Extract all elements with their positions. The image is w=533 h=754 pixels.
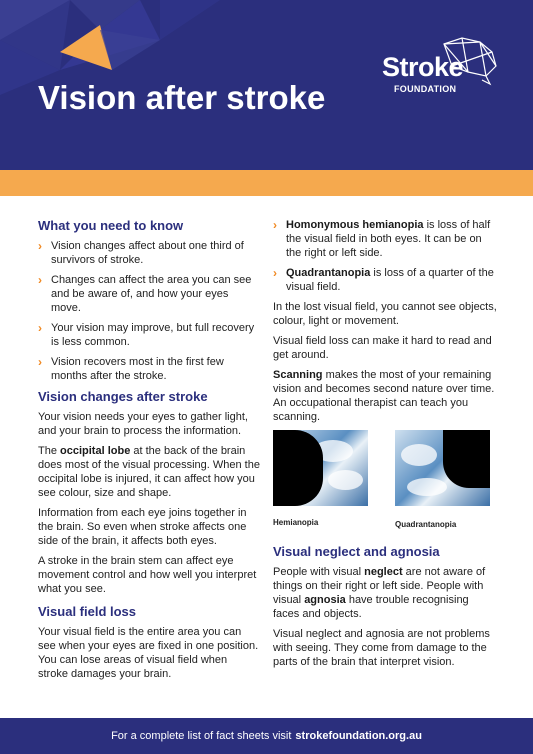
accent-band: [0, 170, 533, 196]
chevron-right-icon: ›: [38, 321, 42, 335]
list-item: › Vision recovers most in the first few months after the stroke.: [38, 355, 224, 382]
chevron-right-icon: ›: [38, 355, 42, 369]
paragraph: In the lost visual field, you cannot see objects, colour, light or movement.: [273, 301, 497, 327]
section-heading-vision-changes: Vision changes after stroke: [38, 389, 208, 404]
list-item: › Quadrantanopia is loss of a quarter of the visual field.: [273, 266, 494, 293]
logo-wordmark: Stroke: [382, 52, 464, 82]
header-banner: [0, 0, 533, 178]
footer-url-link[interactable]: strokefoundation.org.au: [295, 730, 422, 742]
need-to-know-list: [38, 239, 260, 383]
section-heading-need-to-know: What you need to know: [38, 218, 184, 233]
left-column: [38, 218, 260, 687]
paragraph: Visual field loss can make it hard to read and get around.: [273, 335, 492, 361]
section-heading-neglect-agnosia: Visual neglect and agnosia: [273, 544, 440, 559]
hemianopia-caption: Hemianopia: [273, 518, 319, 527]
right-column: [273, 218, 497, 675]
paragraph: The occipital lobe at the back of the brain does most of the visual processing. When the occipital lobe is injured, it can affect how you see colour, size and shape.: [38, 445, 260, 499]
quadrantanopia-caption: Quadrantanopia: [395, 520, 457, 529]
hemianopia-image: [273, 430, 368, 506]
paragraph: A stroke in the brain stem can affect eye movement control and how well you interpret what you see.: [38, 555, 257, 595]
paragraph: Your vision needs your eyes to gather light, and your brain to process the information.: [38, 411, 248, 437]
field-loss-images: [273, 430, 497, 530]
quadrantanopia-image: [395, 430, 490, 506]
footer-text: For a complete list of fact sheets visit: [111, 730, 292, 742]
page-title: Vision after stroke: [38, 79, 326, 116]
paragraph: Visual neglect and agnosia are not problems with seeing. They come from damage to the parts of the brain that interpret vision.: [273, 628, 490, 668]
list-item: › Changes can affect the area you can see and be aware of, and how your eyes move.: [38, 273, 252, 314]
list-item: › Vision changes affect about one third of survivors of stroke.: [38, 239, 244, 266]
chevron-right-icon: ›: [273, 218, 277, 232]
footer-bar: [0, 718, 533, 754]
chevron-right-icon: ›: [38, 273, 42, 287]
paragraph: Information from each eye joins together in the brain. So even when stroke affects one side of the brain, it affects both eyes.: [38, 507, 247, 547]
paragraph: People with visual neglect are not aware of things on their right or left side. People with visual agnosia have trouble recognising faces and objects.: [273, 566, 486, 620]
chevron-right-icon: ›: [273, 266, 277, 280]
list-item: › Your vision may improve, but full recovery is less common.: [38, 321, 255, 348]
chevron-right-icon: ›: [38, 239, 42, 253]
field-loss-types-list: [273, 218, 497, 294]
section-heading-visual-field-loss: Visual field loss: [38, 604, 137, 619]
paragraph: Scanning makes the most of your remaining vision and becomes second nature over time. An occupational therapist can teach you scanning.: [273, 369, 495, 423]
logo-subtitle: FOUNDATION: [394, 84, 457, 94]
paragraph: Your visual field is the entire area you can see when your eyes are fixed in one position. You can lose areas of visual field when stroke damages your brain.: [38, 626, 259, 680]
list-item: › Homonymous hemianopia is loss of half the visual field in both eyes. It can be on the right or left side.: [273, 218, 491, 259]
